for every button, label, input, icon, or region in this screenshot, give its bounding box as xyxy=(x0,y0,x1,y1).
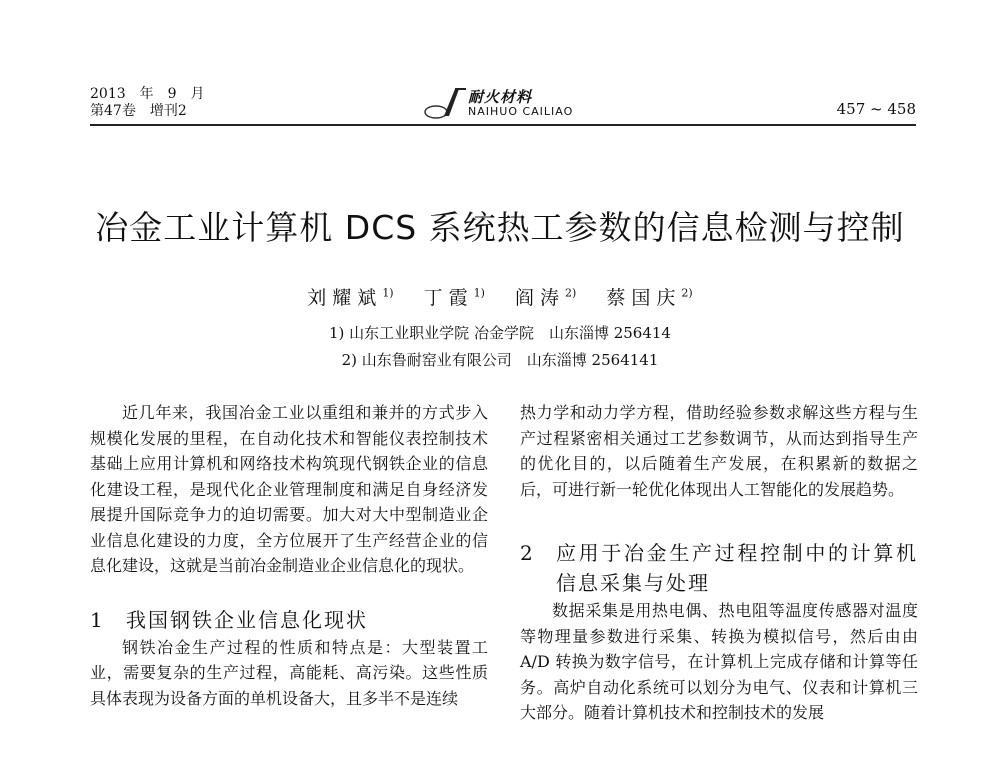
section-title: 我国钢铁企业信息化现状 xyxy=(126,607,368,632)
body-paragraph: 数据采集是用热电偶、热电阻等温度传感器对温度等物理量参数进行采集、转换为模拟信号，然后由由 A/D 转换为数字信号，在计算机上完成存储和计算等任务。高炉自动化系统可以划分为电气、仪表和计算机三大部分。随着计算机技术和控制技术的发展 xyxy=(520,601,918,722)
section-number: 1 xyxy=(90,607,105,632)
right-column xyxy=(520,400,918,726)
section-heading xyxy=(90,605,488,635)
header-rule xyxy=(90,124,916,126)
body-paragraph: 热力学和动力学方程，借助经验参数求解这些方程与生产过程紧密相关通过工艺参数调节，从而达到指导生产的优化目的，以后随着生产发展，在积累新的数据之后，可进行新一轮优化体现出人工智能化的发展趋势。 xyxy=(520,403,918,499)
journal-header xyxy=(90,86,916,130)
left-column xyxy=(90,400,488,711)
author-list xyxy=(0,283,1000,310)
article-title: 冶金工业计算机 DCS 系统热工参数的信息检测与控制 xyxy=(95,208,905,247)
section-title: 应用于冶金生产过程控制中的计算机信息采集与处理 xyxy=(556,541,918,595)
author: 阎涛$^{2)}$ xyxy=(515,286,577,309)
issue-volume: 第47卷 增刊2 xyxy=(90,103,187,119)
issue-info xyxy=(90,86,205,120)
issue-date: 2013 年 9 月 xyxy=(90,86,205,102)
author: 刘耀斌$^{1)}$ xyxy=(307,286,394,309)
section-heading xyxy=(520,538,918,598)
author: 蔡国庆$^{2)}$ xyxy=(606,286,693,309)
journal-logo-icon xyxy=(422,86,470,122)
affiliation: 1) 山东工业职业学院 冶金学院 山东淄博 256414 xyxy=(329,324,671,342)
intro-paragraph: 近几年来，我国冶金工业以重组和兼并的方式步入规模化发展的里程，在自动化技术和智能仪表控制技术基础上应用计算机和网络技术构筑现代钢铁企业的信息化建设工程，是现代化企业管理制度和满足自身经济发展提升国际竞争力的迫切需要。加大对大中型制造业企业信息化建设的力度，全方位展开了生产经营企业的信息化建设，这就是当前冶金制造业企业信息化的现状。 xyxy=(90,403,488,575)
journal-name-cn: 耐火材料 xyxy=(468,88,533,106)
page-range: 457 ~ 458 xyxy=(836,100,916,118)
journal-name-en: NAIHUO CAILIAO xyxy=(468,105,574,118)
author: 丁霞$^{1)}$ xyxy=(423,286,485,309)
journal-logo xyxy=(422,86,602,122)
affiliation: 2) 山东鲁耐窑业有限公司 山东淄博 2564141 xyxy=(341,351,659,369)
body-paragraph: 钢铁冶金生产过程的性质和特点是：大型装置工业，需要复杂的生产过程，高能耗、高污染。这些性质具体表现为设备方面的单机设备大，且多半不是连续 xyxy=(90,637,488,708)
section-number: 2 xyxy=(520,541,535,565)
